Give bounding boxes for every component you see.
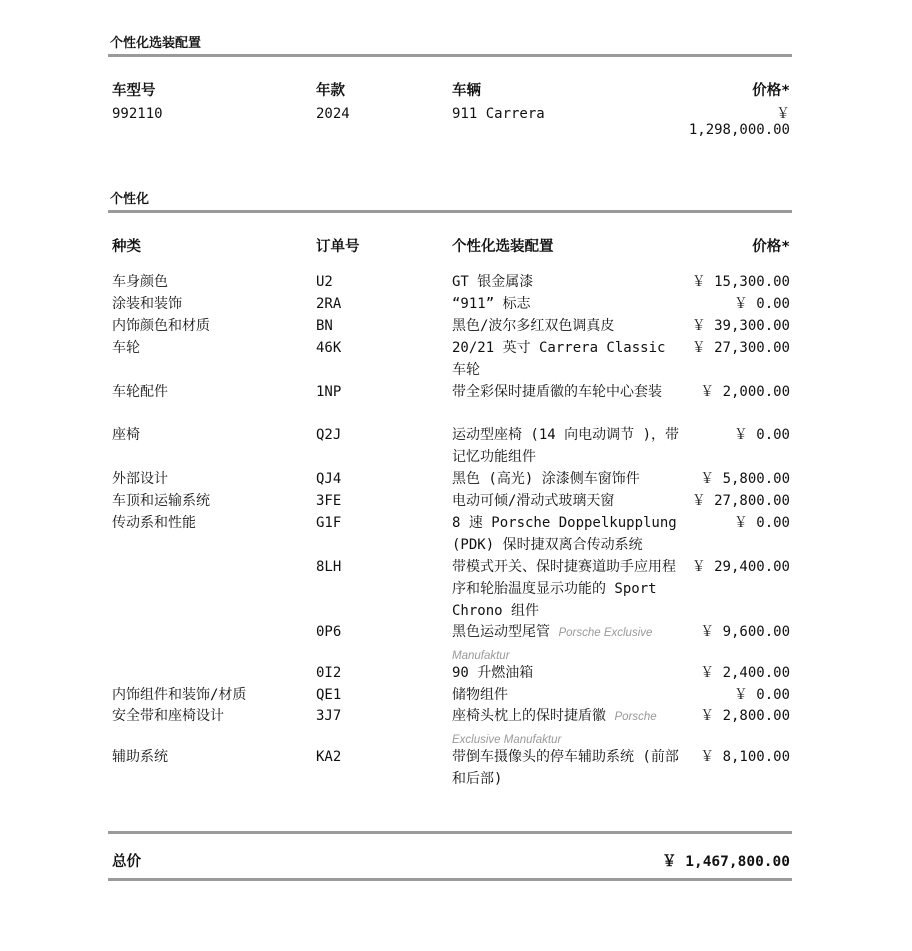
option-price: ￥ 9,600.00 <box>700 624 790 640</box>
option-category: 传动系和性能 <box>112 515 196 531</box>
option-text: 黑色 (高光) 涂漆侧车窗饰件 <box>452 471 640 487</box>
option-description <box>452 424 684 468</box>
option-text: 8 速 Porsche Doppelkupplung (PDK) 保时捷双离合传动系统 <box>452 515 677 553</box>
option-description <box>452 684 684 706</box>
option-price: ￥ 2,400.00 <box>700 665 790 681</box>
option-category: 车轮 <box>112 340 140 356</box>
option-category: 车轮配件 <box>112 384 168 400</box>
option-price: ￥ 0.00 <box>733 515 790 531</box>
option-text: 带倒车摄像头的停车辅助系统 (前部和后部) <box>452 749 679 787</box>
option-category: 座椅 <box>112 427 140 443</box>
option-order-number: 0I2 <box>316 665 342 681</box>
option-text: 20/21 英寸 Carrera Classic 车轮 <box>452 340 666 378</box>
option-order-number: 1NP <box>316 384 342 400</box>
option-price: ￥ 29,400.00 <box>691 559 790 575</box>
option-text: GT 银金属漆 <box>452 274 534 290</box>
option-order-number: 3FE <box>316 493 342 509</box>
option-order-number: BN <box>316 318 333 334</box>
option-category: 外部设计 <box>112 471 168 487</box>
option-order-number: G1F <box>316 515 342 531</box>
total-divider-bottom <box>108 878 792 881</box>
option-header: 个性化选装配置 <box>452 239 554 255</box>
option-price: ￥ 2,800.00 <box>700 708 790 724</box>
option-order-number: U2 <box>316 274 333 290</box>
option-price: ￥ 0.00 <box>733 427 790 443</box>
model-year: 2024 <box>316 106 350 122</box>
option-text: 黑色运动型尾管 <box>452 624 550 640</box>
vehicle-name: 911 Carrera <box>452 106 545 122</box>
option-description <box>452 271 684 293</box>
option-description <box>452 746 684 790</box>
option-order-number: 46K <box>316 340 342 356</box>
option-category: 内饰组件和装饰/材质 <box>112 687 247 703</box>
vehicle-section-title: 个性化选装配置 <box>110 36 202 51</box>
option-text: 运动型座椅 (14 向电动调节 )，带记忆功能组件 <box>452 427 680 465</box>
option-description <box>452 468 684 490</box>
option-text: 储物组件 <box>452 687 508 703</box>
option-order-number: 3J7 <box>316 708 342 724</box>
option-description <box>452 512 684 556</box>
vehicle-header: 车辆 <box>452 83 481 99</box>
option-note: Porsche Exclusive Manufaktur <box>452 627 653 662</box>
option-category: 内饰颜色和材质 <box>112 318 210 334</box>
order-number-header: 订单号 <box>316 239 360 255</box>
option-order-number: QJ4 <box>316 471 342 487</box>
option-order-number: QE1 <box>316 687 342 703</box>
option-price: ￥ 0.00 <box>733 687 790 703</box>
option-category: 辅助系统 <box>112 749 168 765</box>
options-section-title: 个性化 <box>110 192 150 207</box>
total-label: 总价 <box>112 854 141 870</box>
option-description <box>452 705 684 751</box>
option-description <box>452 315 684 337</box>
option-order-number: 0P6 <box>316 624 342 640</box>
option-category: 车身颜色 <box>112 274 168 290</box>
model-code-header: 车型号 <box>112 83 156 99</box>
option-price: ￥ 27,800.00 <box>691 493 790 509</box>
option-text: 带全彩保时捷盾徽的车轮中心套装 <box>452 384 662 400</box>
section-divider <box>108 54 792 57</box>
option-description <box>452 490 684 512</box>
option-order-number: Q2J <box>316 427 342 443</box>
option-description <box>452 293 684 315</box>
price-header: 价格* <box>752 239 790 255</box>
option-text: 黑色/波尔多红双色调真皮 <box>452 318 615 334</box>
option-price: ￥ 8,100.00 <box>700 749 790 765</box>
option-price: ￥ 5,800.00 <box>700 471 790 487</box>
option-price: ￥ 27,300.00 <box>691 340 790 356</box>
option-description <box>452 621 684 667</box>
option-order-number: 2RA <box>316 296 342 312</box>
option-order-number: 8LH <box>316 559 342 575</box>
option-category: 安全带和座椅设计 <box>112 708 224 724</box>
option-order-number: KA2 <box>316 749 342 765</box>
option-text: 90 升燃油箱 <box>452 665 534 681</box>
option-description <box>452 337 684 381</box>
option-text: 带模式开关、保时捷赛道助手应用程序和轮胎温度显示功能的 Sport Chrono 组件 <box>452 559 676 619</box>
option-category: 涂装和装饰 <box>112 296 182 312</box>
vehicle-price: ￥ 1,298,000.00 <box>688 106 790 138</box>
model-code: 992110 <box>112 106 163 122</box>
option-description <box>452 556 684 622</box>
section-divider <box>108 210 792 213</box>
price-header: 价格* <box>752 83 790 99</box>
option-description <box>452 381 684 403</box>
total-divider-top <box>108 831 792 834</box>
option-price: ￥ 2,000.00 <box>700 384 790 400</box>
model-year-header: 年款 <box>316 83 345 99</box>
option-note: Porsche Exclusive Manufaktur <box>452 711 657 746</box>
option-text: 电动可倾/滑动式玻璃天窗 <box>452 493 615 509</box>
option-text: 座椅头枕上的保时捷盾徽 <box>452 708 606 724</box>
category-header: 种类 <box>112 239 141 255</box>
option-price: ￥ 15,300.00 <box>691 274 790 290</box>
option-price: ￥ 39,300.00 <box>691 318 790 334</box>
option-price: ￥ 0.00 <box>733 296 790 312</box>
total-value: ￥ 1,467,800.00 <box>662 854 790 870</box>
option-category: 车顶和运输系统 <box>112 493 210 509</box>
option-description <box>452 662 684 684</box>
option-text: “911” 标志 <box>452 296 531 312</box>
